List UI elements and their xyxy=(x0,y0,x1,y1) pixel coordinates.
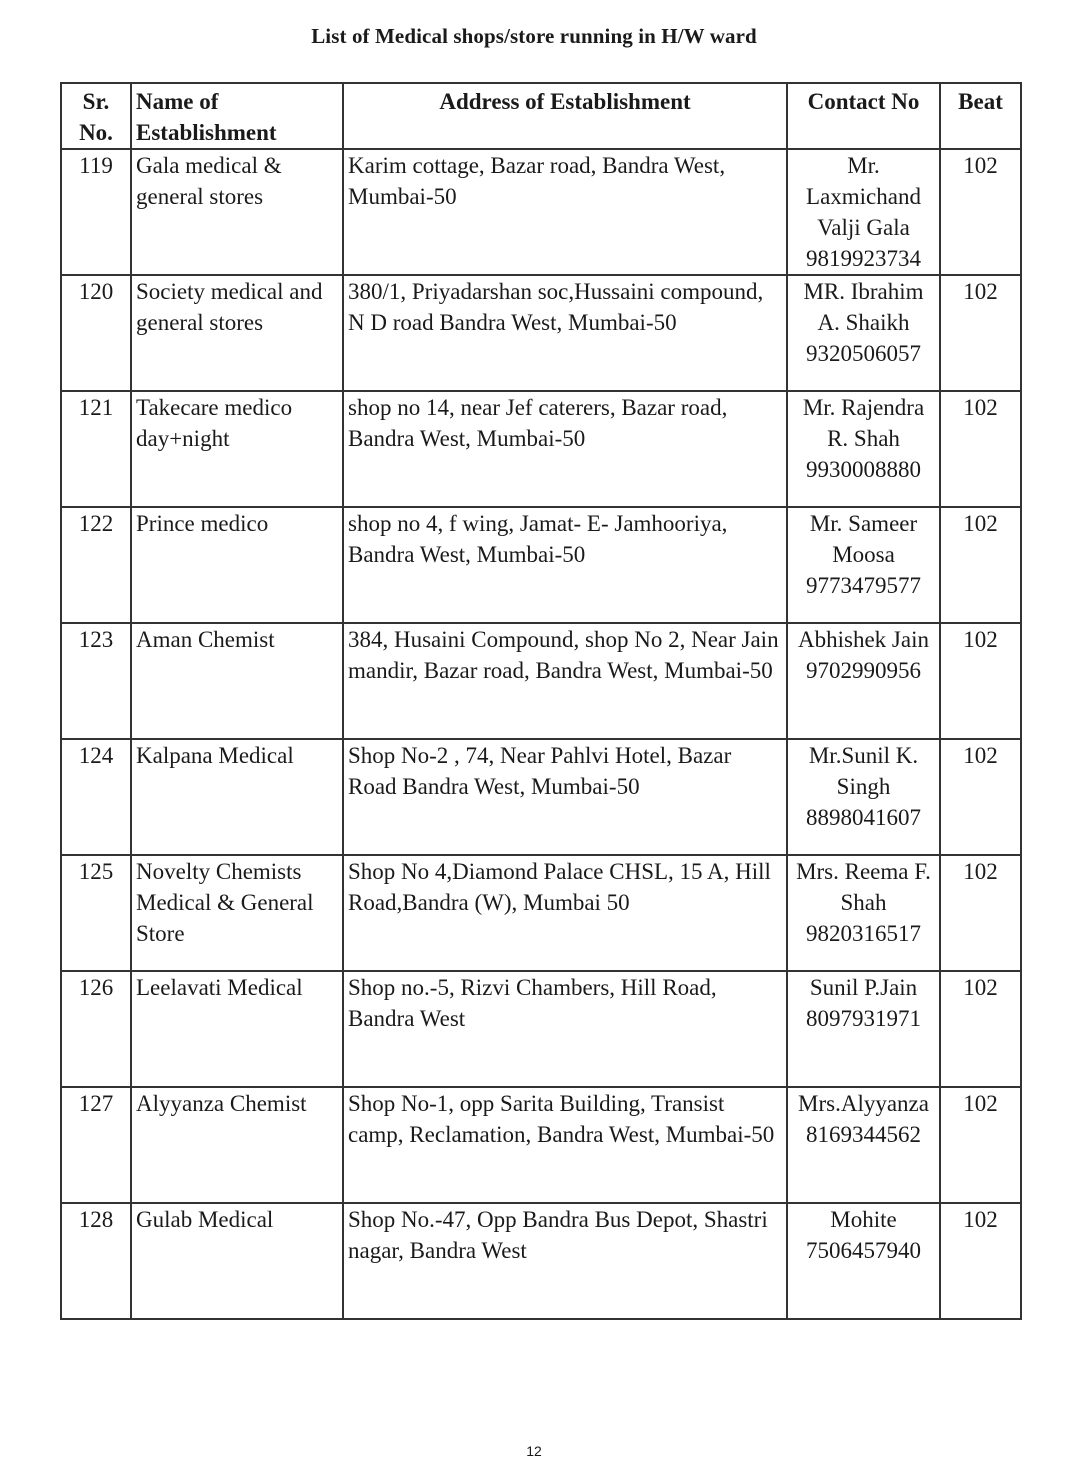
cell-sr-no: 125 xyxy=(61,855,131,971)
cell-sr-no: 126 xyxy=(61,971,131,1087)
cell-contact: Mr. Sameer Moosa 9773479577 xyxy=(787,507,940,623)
cell-sr-no: 128 xyxy=(61,1203,131,1319)
table-row xyxy=(61,623,1021,739)
header-row xyxy=(61,83,1021,149)
cell-address: 384, Husaini Compound, shop No 2, Near Jain mandir, Bazar road, Bandra West, Mumbai-50 xyxy=(343,623,787,739)
table-header xyxy=(61,83,1021,149)
cell-beat: 102 xyxy=(940,739,1021,855)
cell-beat: 102 xyxy=(940,1203,1021,1319)
cell-sr-no: 121 xyxy=(61,391,131,507)
cell-name: Alyyanza Chemist xyxy=(131,1087,343,1203)
cell-sr-no: 119 xyxy=(61,149,131,275)
header-address: Address of Establishment xyxy=(343,83,787,149)
cell-contact: Mr. Rajendra R. Shah 9930008880 xyxy=(787,391,940,507)
cell-address: 380/1, Priyadarshan soc,Hussaini compound, N D road Bandra West, Mumbai-50 xyxy=(343,275,787,391)
table-body xyxy=(61,149,1021,1319)
cell-sr-no: 124 xyxy=(61,739,131,855)
cell-sr-no: 127 xyxy=(61,1087,131,1203)
page-number: 12 xyxy=(526,1443,542,1459)
cell-address: shop no 4, f wing, Jamat- E- Jamhooriya, Bandra West, Mumbai-50 xyxy=(343,507,787,623)
cell-beat: 102 xyxy=(940,507,1021,623)
cell-sr-no: 120 xyxy=(61,275,131,391)
cell-name: Takecare medico day+night xyxy=(131,391,343,507)
cell-sr-no: 122 xyxy=(61,507,131,623)
table-row xyxy=(61,275,1021,391)
cell-address: Shop No-2 , 74, Near Pahlvi Hotel, Bazar Road Bandra West, Mumbai-50 xyxy=(343,739,787,855)
cell-contact: Mr.Sunil K. Singh 8898041607 xyxy=(787,739,940,855)
cell-beat: 102 xyxy=(940,391,1021,507)
header-sr-no: Sr. No. xyxy=(61,83,131,149)
cell-name: Gulab Medical xyxy=(131,1203,343,1319)
cell-contact: Sunil P.Jain 8097931971 xyxy=(787,971,940,1087)
header-name: Name of Establishment xyxy=(131,83,343,149)
cell-contact: Mohite 7506457940 xyxy=(787,1203,940,1319)
cell-name: Society medical and general stores xyxy=(131,275,343,391)
cell-name: Prince medico xyxy=(131,507,343,623)
cell-beat: 102 xyxy=(940,623,1021,739)
cell-contact: Mrs.Alyyanza 8169344562 xyxy=(787,1087,940,1203)
cell-name: Aman Chemist xyxy=(131,623,343,739)
cell-beat: 102 xyxy=(940,275,1021,391)
table-row xyxy=(61,855,1021,971)
cell-address: Shop no.-5, Rizvi Chambers, Hill Road, Bandra West xyxy=(343,971,787,1087)
cell-name: Novelty Chemists Medical & General Store xyxy=(131,855,343,971)
cell-name: Gala medical & general stores xyxy=(131,149,343,275)
cell-contact: Mr. Laxmichand Valji Gala 9819923734 xyxy=(787,149,940,275)
cell-address: shop no 14, near Jef caterers, Bazar road, Bandra West, Mumbai-50 xyxy=(343,391,787,507)
cell-address: Shop No 4,Diamond Palace CHSL, 15 A, Hill Road,Bandra (W), Mumbai 50 xyxy=(343,855,787,971)
cell-address: Shop No.-47, Opp Bandra Bus Depot, Shastri nagar, Bandra West xyxy=(343,1203,787,1319)
cell-name: Kalpana Medical xyxy=(131,739,343,855)
table-row xyxy=(61,149,1021,275)
header-contact: Contact No xyxy=(787,83,940,149)
table-row xyxy=(61,391,1021,507)
table-row xyxy=(61,739,1021,855)
cell-beat: 102 xyxy=(940,855,1021,971)
header-beat: Beat xyxy=(940,83,1021,149)
table-row xyxy=(61,507,1021,623)
cell-contact: Mrs. Reema F. Shah 9820316517 xyxy=(787,855,940,971)
cell-contact: MR. Ibrahim A. Shaikh 9320506057 xyxy=(787,275,940,391)
medical-shops-table xyxy=(60,82,1022,1320)
cell-contact: Abhishek Jain 9702990956 xyxy=(787,623,940,739)
cell-address: Karim cottage, Bazar road, Bandra West, Mumbai-50 xyxy=(343,149,787,275)
cell-beat: 102 xyxy=(940,1087,1021,1203)
page-title: List of Medical shops/store running in H/W ward xyxy=(311,24,757,48)
cell-beat: 102 xyxy=(940,149,1021,275)
cell-beat: 102 xyxy=(940,971,1021,1087)
cell-address: Shop No-1, opp Sarita Building, Transist camp, Reclamation, Bandra West, Mumbai-50 xyxy=(343,1087,787,1203)
cell-name: Leelavati Medical xyxy=(131,971,343,1087)
cell-sr-no: 123 xyxy=(61,623,131,739)
table-row xyxy=(61,1087,1021,1203)
table-row xyxy=(61,971,1021,1087)
table-row xyxy=(61,1203,1021,1319)
